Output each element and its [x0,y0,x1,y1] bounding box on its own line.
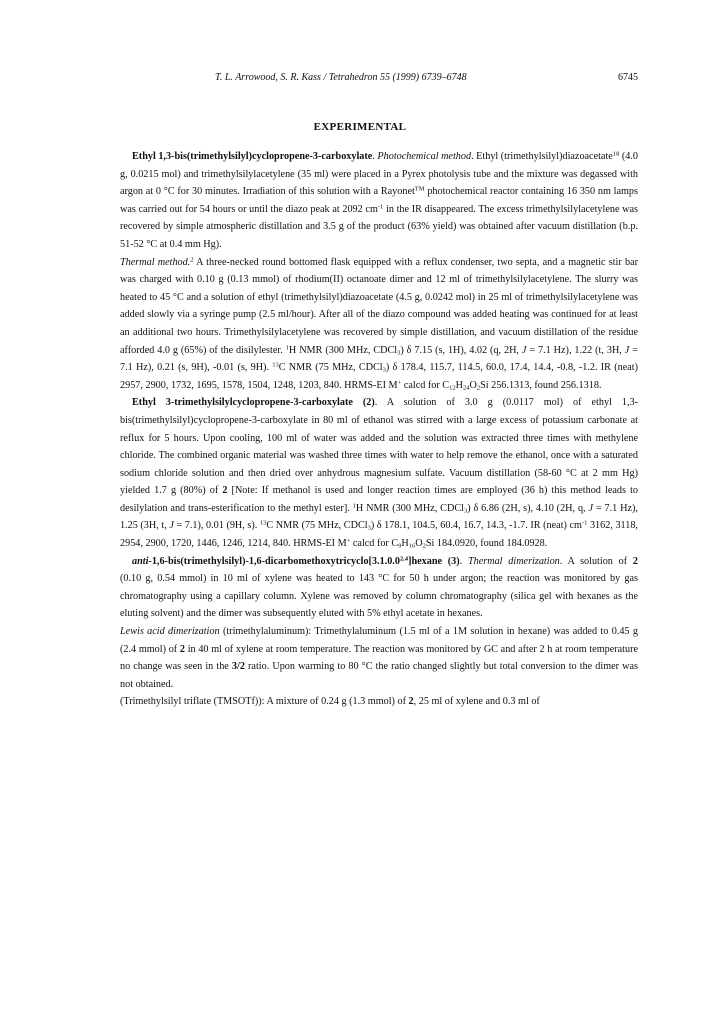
compound-number: 2 [408,696,414,708]
section-title: EXPERIMENTAL [313,121,407,133]
page-number: 6745 [618,72,638,83]
paragraph-lewis-acid: Lewis acid dimerization (trimethylaluminum): Trimethylaluminum (1.5 ml of a 1M solution in hexane) was added to 0.45 g (2.4 mmol) of 2 in 40 ml of xylene at room temperature. The reaction was monitored by GC and after 2 h at room temperature no change was seen in the 3/2 ratio. Upon warming to 80 °C the ratio changed slightly but total conversion to the dimer was not obtained. [120,626,638,690]
trademark-mark: TM [414,185,425,193]
compound-title: Ethyl 3-trimethylsilylcyclopropene-3-carboxylate (2) [132,397,375,409]
reference-marker: 18 [612,150,620,158]
compound-number: 2 [632,555,638,567]
page-header [120,70,638,86]
ratio-label: 3/2 [231,661,245,673]
compound-title: Ethyl 1,3-bis(trimethylsilyl)cyclopropene-3-carboxylate [132,151,373,162]
method-label: Thermal dimerization [467,555,560,567]
experimental-body [120,148,638,711]
method-label: Thermal method. [120,256,191,268]
paragraph-photochemical: Ethyl 1,3-bis(trimethylsilyl)cyclopropene-3-carboxylate. Photochemical method. Ethyl (trimethylsilyl)diazoacetate$^{18}$ (4.0 g, 0.0215 mol) and trimethylsilylacetylene (35 ml) were placed in a Pyrex photolysis tube and the mixture was degassed with argon at 0 °C for 30 minutes. Irradiation of this solution with a Rayonet™ photochemical reactor containing 16 350 nm lamps was carried out for 54 hours or until the diazo peak at 2092 $cm^{-1}$ in the IR disappeared. The excess trimethylsilylacetylene was recovered by simple atmospheric distillation and 3.5 g of the product (63% yield) was obtained after vacuum distillation (b.p. 51-52 °C at 0.4 mm Hg). [120,150,638,250]
compound-title: -1,6-bis(trimethylsilyl)-1,6-dicarbomethoxytricyclo[3.1.0.0 [148,555,400,567]
reference-marker: 2 [190,256,194,263]
method-label: Photochemical method [377,151,472,162]
paragraph-compound-2: Ethyl 3-trimethylsilylcyclopropene-3-carboxylate (2). A solution of 3.0 g (0.0117 mol) of ethyl 1,3-bis(trimethylsilyl)cyclopropene-3-carboxylate in 80 ml of ethanol was stirred with a large excess of potassium carbonate at reflux for 5 hours. Upon cooling, 100 ml of water was added and the solution was extracted three times with methylene chloride. The combined organic material was washed three times with water to help remove the ethanol, once with a saturated sodium chloride solution and then dried over anhydrous magnesium sulfate. Vacuum distillation (58-60 °C at 2 mm Hg) yielded 1.7 g (80%) of 2 [Note: If methanol is used and longer reaction times are employed (36 h) this method leads to desilylation and trans-esterification to the methyl ester]. $^1$H NMR (300 MHz, CDCl$_3$) δ 6.86 (2H, s), 4.10 (2H, q, J = 7.1 Hz), 1.25 (3H, t, J = 7.1), 0.01 (9H, s). $^{13}$C NMR (75 MHz, CDCl$_3$) δ 178.1, 104.5, 60.4, 16.7, 14.3, -1.7. IR (neat) $cm^{-1}$ 3162, 3118, 2954, 2900, 1720, 1446, 1246, 1214, 840. HRMS-EI M+ calcd for $C_9H_{16}O_2Si$ 184.0920, found 184.0928. [120,397,638,550]
stereo-prefix: anti [132,555,149,567]
paragraph-tmsotf: (Trimethylsilyl triflate (TMSOTf)): A mixture of 0.24 g (1.3 mmol) of 2, 25 ml of xylene and 0.3 ml of [120,696,540,708]
method-label: Lewis acid dimerization [120,626,220,638]
compound-number: 2 [222,485,228,497]
running-header-citation: T. L. Arrowood, S. R. Kass / Tetrahedron 55 (1999) 6739–6748 [215,72,467,83]
compound-number: 2 [179,643,185,655]
paragraph-thermal: Thermal method.$^2$ A three-necked round bottomed flask equipped with a reflux condenser, two septa, and a magnetic stir bar was charged with 0.10 g (0.13 mmol) of rhodium(II) octanoate dimer and 12 ml of trimethylsilylacetylene. The slurry was heated to 45 °C and a solution of ethyl (trimethylsilyl)diazoacetate (4.5 g, 0.0242 mol) in 25 ml of trimethylsilylacetylene was added slowly via a syringe pump (2.5 ml/hour). After all of the diazo compound was added heating was continued for at least an additional two hours. Trimethylsilylacetylene was recovered by simple distillation, and vacuum distillation of the residue afforded 4.0 g (65%) of the disilylester. $^1$H NMR (300 MHz, CDCl$_3$) δ 7.15 (s, 1H), 4.02 (q, 2H, J = 7.1 Hz), 1.22 (t, 3H, J = 7.1 Hz), 0.21 (s, 9H), -0.01 (s, 9H). $^{13}$C NMR (75 MHz, CDCl$_3$) δ 178.4, 115.7, 114.5, 60.0, 17.4, 14.4, -0.8, -1.2. IR (neat) 2957, 2900, 1732, 1695, 1578, 1504, 1248, 1203, 840. HRMS-EI M+ calcd for $C_{12}H_{24}O_2Si$ 256.1313, found 256.1318. [120,256,638,392]
paragraph-compound-3: anti-1,6-bis(trimethylsilyl)-1,6-dicarbomethoxytricyclo[3.1.0.0$^{2,4}$]hexane (3). Thermal dimerization. A solution of 2 (0.10 g, 0.54 mmol) in 10 ml of xylene was heated to 143 °C for 50 h under argon; the reaction was monitored by gas chromatography using a capillary column. Xylene was removed by column chromatography (silica gel with hexanes as the eluting solvent) and the dimer was subsequently eluted with 5% ethyl acetate in hexanes. [120,555,638,620]
